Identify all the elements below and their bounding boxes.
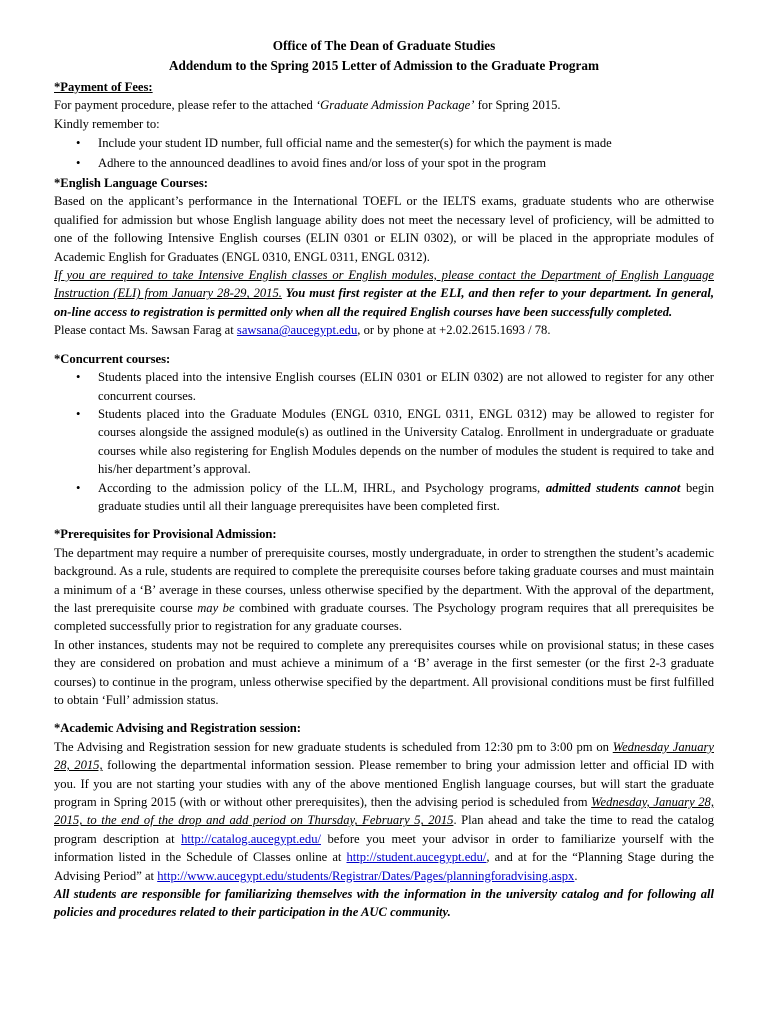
fees-bullets <box>54 134 714 172</box>
english-paragraph: Based on the applicant’s performance in the International TOEFL or the IELTS exams, graduate students who are otherwise qualified for admission but whose English language ability does not meet the necessary level of proficiency, will be admitted to one of the following Intensive English courses (ELIN 0301 or ELIN 0302), or will be placed in the appropriate modules of Academic English for Graduates (ENGL 0310, ENGL 0311, ENGL 0312). <box>54 194 714 264</box>
fees-paragraph: For payment procedure, please refer to the attached ‘Graduate Admission Package’ for Spring 2015. <box>54 98 561 113</box>
fees-reminder: Kindly remember to: <box>54 116 160 131</box>
list-item: • Include your student ID number, full official name and the semester(s) for which the payment is made <box>98 134 714 152</box>
advising-heading: *Academic Advising and Registration session: <box>54 721 301 736</box>
catalog-link[interactable]: http://catalog.aucegypt.edu/ <box>181 831 321 846</box>
responsibility-statement: All students are responsible for familiarizing themselves with the information in the university catalog and for following all policies and procedures related to their participation in the AUC community. <box>54 887 714 920</box>
email-link[interactable]: sawsana@aucegypt.edu <box>236 323 358 338</box>
document <box>54 36 714 922</box>
list-item: • Students placed into the intensive English courses (ELIN 0301 or ELIN 0302) are not allowed to register for any other concurrent courses. <box>98 368 714 405</box>
planning-link[interactable]: http://www.aucegypt.edu/students/Registrar/Dates/Pages/planningforadvising.aspx <box>157 868 575 883</box>
english-heading: *English Language Courses: <box>54 176 208 191</box>
package-reference: ‘Graduate Admission Package’ <box>315 98 475 113</box>
fees-heading: *Payment of Fees: <box>54 80 153 94</box>
student-link[interactable]: http://student.aucegypt.edu/ <box>346 850 487 865</box>
concurrent-bullets <box>54 368 714 515</box>
english-instructions: If you are required to take Intensive English classes or English modules, please contact the Department of English Language Instruction (ELI) from January 28-29, 2015. You must first register at the ELI, and then refer to your department. In general, on-line access to registration is permitted only when all the required English courses have been successfully completed. <box>54 268 715 319</box>
advising-date: Wednesday January 28, 2015, <box>54 739 714 773</box>
advising-paragraph: The Advising and Registration session for new graduate students is scheduled from 12:30 pm to 3:00 pm on Wednesday January 28, 2015, following the departmental information session. Please remember to bring your admission letter and official ID with you. If you are not starting your studies with any of the above mentioned English language courses, but will start the graduate program in Spring 2015 (with or without other prerequisites), then the advising period is scheduled from Wednesday, January 28, 2015, to the end of the drop and add period on Thursday, February 5, 2015. Plan ahead and take the time to read the catalog program description at http://catalog.aucegypt.edu/ before you meet your advisor in order to familiarize yourself with the information listed in the Schedule of Classes online at http://student.aucegypt.edu/, and at for the “Planning Stage during the Advising Period” at http://www.aucegypt.edu/students/Registrar/Dates/Pages/planningforadvising.aspx. <box>54 739 714 883</box>
addendum-title: Addendum to the Spring 2015 Letter of Admission to the Graduate Program <box>169 58 599 73</box>
advising-period: Wednesday, January 28, 2015, to the end of the drop and add period on Thursday, February 5, 2015 <box>54 795 714 828</box>
list-item: • According to the admission policy of the LL.M, IHRL, and Psychology programs, admitted students cannot begin graduate studies until all their language prerequisites have been completed first. <box>98 479 714 516</box>
prereq-heading: *Prerequisites for Provisional Admission: <box>54 527 277 542</box>
prereq-paragraph-2: In other instances, students may not be required to complete any prerequisites courses while on provisional status; in these cases they are considered on probation and must achieve a minimum of a ‘B’ average in the first semester (or the first 2-3 graduate courses) to continue in the program, unless otherwise specified by the department. All provisional conditions must be first fulfilled to obtain ‘Full’ admission status. <box>54 637 714 707</box>
office-title: Office of The Dean of Graduate Studies <box>272 38 496 53</box>
list-item: • Students placed into the Graduate Modules (ENGL 0310, ENGL 0311, ENGL 0312) may be allowed to register for courses alongside the assigned module(s) as outlined in the University Catalog. Enrollment in undergraduate or graduate courses while also registering for English Modules depends on the number of modules the student is required to take and his/her department’s approval. <box>98 405 714 479</box>
prereq-paragraph-1: The department may require a number of prerequisite courses, mostly undergraduate, in order to strengthen the student’s academic background. As a rule, students are required to complete the prerequisite courses before taking graduate courses and must maintain a minimum of a ‘B’ average in these courses, unless otherwise specified by the department. With the approval of the department, the last prerequisite course may be combined with graduate courses. The Psychology program requires that all prerequisites be completed successfully prior to registration for any graduate courses. <box>54 545 714 634</box>
concurrent-heading: *Concurrent courses: <box>54 351 171 366</box>
english-contact: Please contact Ms. Sawsan Farag at sawsana@aucegypt.edu, or by phone at +2.02.2615.1693 / 78. <box>54 323 551 338</box>
list-item: • Adhere to the announced deadlines to avoid fines and/or loss of your spot in the program <box>98 154 714 172</box>
